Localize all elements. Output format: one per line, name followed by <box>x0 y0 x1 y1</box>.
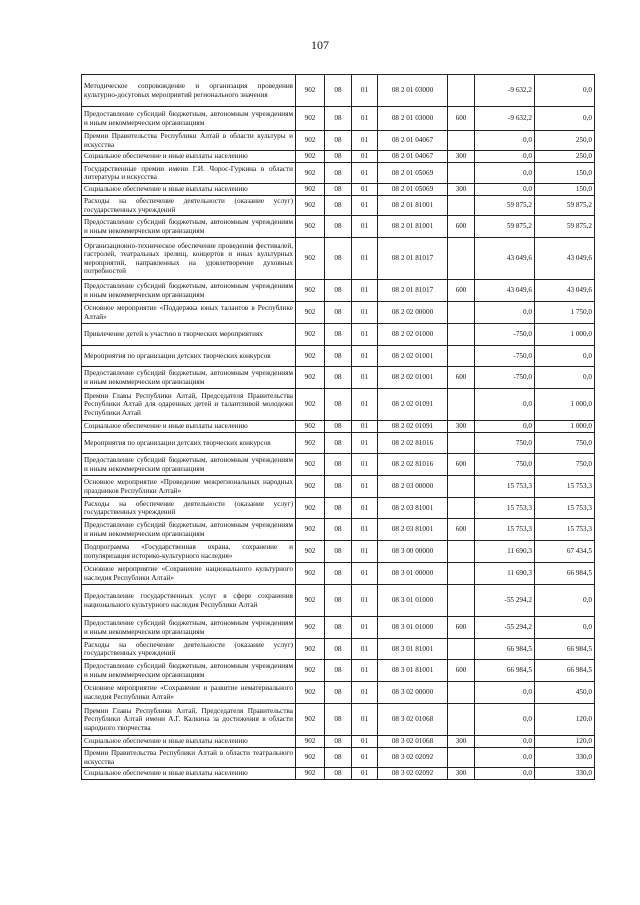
row-section: 08 <box>325 660 352 682</box>
row-grbs: 902 <box>296 433 325 454</box>
row-amount-1: 0,0 <box>475 704 535 736</box>
row-grbs: 902 <box>296 639 325 660</box>
row-subsection: 01 <box>352 563 378 585</box>
row-name: Расходы на обеспечение деятельности (оказание услуг) государственных учреждений <box>82 196 296 216</box>
row-amount-1: 0,0 <box>475 184 535 196</box>
row-section: 08 <box>325 216 352 238</box>
row-subsection: 01 <box>352 454 378 476</box>
row-grbs: 902 <box>296 346 325 367</box>
table-row <box>82 196 595 216</box>
row-expense-type <box>448 639 475 660</box>
row-amount-1: 0,0 <box>475 736 535 748</box>
table-row <box>82 585 595 617</box>
row-amount-2: 59 875,2 <box>535 216 595 238</box>
row-subsection: 01 <box>352 302 378 324</box>
row-name: Привлечение детей к участию в творческих мероприятиях <box>82 324 296 346</box>
row-name: Расходы на обеспечение деятельности (оказание услуг) государственных учреждений <box>82 498 296 519</box>
row-target-article: 08 2 02 01091 <box>378 421 448 433</box>
row-target-article: 08 3 01 81001 <box>378 639 448 660</box>
row-amount-1: 750,0 <box>475 433 535 454</box>
row-subsection: 01 <box>352 748 378 768</box>
row-expense-type <box>448 163 475 184</box>
row-target-article: 08 3 01 81001 <box>378 660 448 682</box>
budget-table <box>81 74 595 780</box>
row-amount-2: 15 753,3 <box>535 476 595 498</box>
row-expense-type: 600 <box>448 367 475 389</box>
row-expense-type <box>448 389 475 421</box>
row-target-article: 08 2 01 81001 <box>378 196 448 216</box>
row-expense-type: 600 <box>448 280 475 302</box>
row-name: Премии Главы Республики Алтай, Председателя Правительства Республики Алтай для одаренных детей и талантливой молодежи Республики Алтай <box>82 389 296 421</box>
row-grbs: 902 <box>296 682 325 704</box>
row-name: Предоставление субсидий бюджетным, автономным учреждениям и иным некоммерческим организациям <box>82 367 296 389</box>
row-target-article: 08 2 02 01091 <box>378 389 448 421</box>
row-amount-1: 15 753,3 <box>475 498 535 519</box>
row-amount-1: 0,0 <box>475 682 535 704</box>
row-grbs: 902 <box>296 748 325 768</box>
row-grbs: 902 <box>296 660 325 682</box>
row-section: 08 <box>325 682 352 704</box>
row-amount-1: -9 632,2 <box>475 75 535 107</box>
row-subsection: 01 <box>352 421 378 433</box>
row-expense-type: 600 <box>448 216 475 238</box>
row-name: Предоставление субсидий бюджетным, автономным учреждениям и иным некоммерческим организациям <box>82 617 296 639</box>
row-section: 08 <box>325 367 352 389</box>
row-target-article: 08 2 01 81001 <box>378 216 448 238</box>
row-target-article: 08 2 03 00000 <box>378 476 448 498</box>
row-section: 08 <box>325 107 352 131</box>
row-amount-1: 0,0 <box>475 163 535 184</box>
row-subsection: 01 <box>352 541 378 563</box>
row-grbs: 902 <box>296 184 325 196</box>
row-amount-2: 0,0 <box>535 585 595 617</box>
table-row <box>82 748 595 768</box>
table-row <box>82 639 595 660</box>
row-name: Социальное обеспечение и иные выплаты населению <box>82 184 296 196</box>
row-amount-2: 43 049,6 <box>535 280 595 302</box>
row-amount-1: 11 690,3 <box>475 541 535 563</box>
row-subsection: 01 <box>352 768 378 780</box>
row-subsection: 01 <box>352 433 378 454</box>
table-row <box>82 389 595 421</box>
row-amount-1: 0,0 <box>475 302 535 324</box>
row-amount-2: 59 875,2 <box>535 196 595 216</box>
row-name: Премии Правительства Республики Алтай в области культуры и искусства <box>82 131 296 151</box>
row-name: Премии Главы Республики Алтай, Председателя Правительства Республики Алтай имени А.Г. Калкина за достижения в области народного творчества <box>82 704 296 736</box>
row-amount-2: 43 049,6 <box>535 238 595 280</box>
page-number: 107 <box>311 38 329 52</box>
row-expense-type <box>448 196 475 216</box>
row-amount-2: 1 750,0 <box>535 302 595 324</box>
row-grbs: 902 <box>296 216 325 238</box>
row-target-article: 08 2 01 04067 <box>378 151 448 163</box>
table-row <box>82 151 595 163</box>
row-amount-2: 0,0 <box>535 75 595 107</box>
row-section: 08 <box>325 389 352 421</box>
table-row <box>82 75 595 107</box>
row-expense-type: 600 <box>448 617 475 639</box>
row-target-article: 08 2 01 05069 <box>378 163 448 184</box>
table-row <box>82 519 595 541</box>
row-subsection: 01 <box>352 184 378 196</box>
row-target-article: 08 3 00 00000 <box>378 541 448 563</box>
row-grbs: 902 <box>296 302 325 324</box>
row-grbs: 902 <box>296 768 325 780</box>
row-amount-1: 59 875,2 <box>475 216 535 238</box>
row-target-article: 08 3 02 01068 <box>378 736 448 748</box>
row-target-article: 08 2 03 81001 <box>378 498 448 519</box>
row-name: Предоставление государственных услуг в сфере сохранения национального культурного наследия Республики Алтай <box>82 585 296 617</box>
row-subsection: 01 <box>352 704 378 736</box>
row-subsection: 01 <box>352 367 378 389</box>
table-row <box>82 736 595 748</box>
row-amount-1: 0,0 <box>475 748 535 768</box>
row-amount-1: -9 632,2 <box>475 107 535 131</box>
row-grbs: 902 <box>296 75 325 107</box>
row-expense-type <box>448 704 475 736</box>
row-name: Мероприятия по организации детских творческих конкурсов <box>82 346 296 367</box>
row-amount-1: 750,0 <box>475 454 535 476</box>
row-target-article: 08 3 01 00000 <box>378 563 448 585</box>
row-amount-1: 0,0 <box>475 768 535 780</box>
row-name: Мероприятия по организации детских творческих конкурсов <box>82 433 296 454</box>
row-expense-type: 300 <box>448 421 475 433</box>
row-grbs: 902 <box>296 324 325 346</box>
row-name: Социальное обеспечение и иные выплаты населению <box>82 421 296 433</box>
row-subsection: 01 <box>352 476 378 498</box>
row-section: 08 <box>325 184 352 196</box>
row-expense-type <box>448 682 475 704</box>
row-target-article: 08 3 02 02092 <box>378 768 448 780</box>
row-section: 08 <box>325 151 352 163</box>
row-amount-2: 66 984,5 <box>535 660 595 682</box>
row-subsection: 01 <box>352 617 378 639</box>
row-amount-2: 0,0 <box>535 346 595 367</box>
row-amount-2: 15 753,3 <box>535 498 595 519</box>
table-row <box>82 498 595 519</box>
row-grbs: 902 <box>296 238 325 280</box>
row-target-article: 08 2 02 81016 <box>378 433 448 454</box>
row-section: 08 <box>325 454 352 476</box>
row-section: 08 <box>325 324 352 346</box>
row-subsection: 01 <box>352 75 378 107</box>
row-amount-1: 66 984,5 <box>475 660 535 682</box>
table-row <box>82 454 595 476</box>
row-section: 08 <box>325 748 352 768</box>
row-target-article: 08 2 02 00000 <box>378 302 448 324</box>
row-grbs: 902 <box>296 563 325 585</box>
row-section: 08 <box>325 421 352 433</box>
row-target-article: 08 3 01 01000 <box>378 617 448 639</box>
row-grbs: 902 <box>296 421 325 433</box>
row-expense-type <box>448 585 475 617</box>
row-expense-type: 600 <box>448 519 475 541</box>
row-subsection: 01 <box>352 238 378 280</box>
row-target-article: 08 3 02 02092 <box>378 748 448 768</box>
row-name: Премии Правительства Республики Алтай в области театрального искусства <box>82 748 296 768</box>
row-target-article: 08 3 02 00000 <box>378 682 448 704</box>
row-subsection: 01 <box>352 280 378 302</box>
row-subsection: 01 <box>352 639 378 660</box>
row-amount-1: -750,0 <box>475 346 535 367</box>
row-name: Предоставление субсидий бюджетным, автономным учреждениям и иным некоммерческим организациям <box>82 519 296 541</box>
row-target-article: 08 2 01 81017 <box>378 280 448 302</box>
table-row <box>82 163 595 184</box>
table-row <box>82 131 595 151</box>
row-name: Расходы на обеспечение деятельности (оказание услуг) государственных учреждений <box>82 639 296 660</box>
row-target-article: 08 3 01 01000 <box>378 585 448 617</box>
row-subsection: 01 <box>352 498 378 519</box>
row-amount-2: 66 984,5 <box>535 563 595 585</box>
row-grbs: 902 <box>296 704 325 736</box>
row-target-article: 08 2 01 03000 <box>378 107 448 131</box>
row-target-article: 08 2 01 03000 <box>378 75 448 107</box>
row-subsection: 01 <box>352 196 378 216</box>
row-section: 08 <box>325 585 352 617</box>
row-subsection: 01 <box>352 131 378 151</box>
table-row <box>82 367 595 389</box>
row-target-article: 08 2 01 81017 <box>378 238 448 280</box>
table-row <box>82 704 595 736</box>
row-expense-type <box>448 748 475 768</box>
table-row <box>82 238 595 280</box>
row-amount-1: 11 690,3 <box>475 563 535 585</box>
row-amount-2: 0,0 <box>535 617 595 639</box>
row-expense-type <box>448 324 475 346</box>
row-grbs: 902 <box>296 107 325 131</box>
row-expense-type <box>448 476 475 498</box>
row-amount-1: 0,0 <box>475 421 535 433</box>
row-amount-2: 450,0 <box>535 682 595 704</box>
row-grbs: 902 <box>296 389 325 421</box>
row-name: Предоставление субсидий бюджетным, автономным учреждениям и иным некоммерческим организациям <box>82 280 296 302</box>
row-amount-1: 0,0 <box>475 151 535 163</box>
row-expense-type <box>448 131 475 151</box>
row-grbs: 902 <box>296 476 325 498</box>
row-grbs: 902 <box>296 498 325 519</box>
row-section: 08 <box>325 302 352 324</box>
table-row <box>82 280 595 302</box>
row-subsection: 01 <box>352 660 378 682</box>
row-section: 08 <box>325 541 352 563</box>
row-subsection: 01 <box>352 107 378 131</box>
row-name: Основное мероприятие «Проведение межрегиональных народных праздников Республики Алтай» <box>82 476 296 498</box>
row-expense-type <box>448 541 475 563</box>
row-expense-type <box>448 75 475 107</box>
row-target-article: 08 2 02 01001 <box>378 346 448 367</box>
row-amount-1: -55 294,2 <box>475 617 535 639</box>
table-row <box>82 324 595 346</box>
row-name: Государственные премии имени Г.И. Чорос-Гуркина в области литературы и искусства <box>82 163 296 184</box>
row-expense-type: 300 <box>448 184 475 196</box>
row-grbs: 902 <box>296 151 325 163</box>
row-section: 08 <box>325 476 352 498</box>
row-subsection: 01 <box>352 585 378 617</box>
row-grbs: 902 <box>296 367 325 389</box>
row-subsection: 01 <box>352 389 378 421</box>
row-amount-1: -750,0 <box>475 367 535 389</box>
row-target-article: 08 2 01 05069 <box>378 184 448 196</box>
row-name: Основное мероприятие «Сохранение национального культурного наследия Республики Алтай» <box>82 563 296 585</box>
row-expense-type <box>448 238 475 280</box>
row-amount-1: 15 753,3 <box>475 519 535 541</box>
table-row <box>82 107 595 131</box>
row-amount-2: 330,0 <box>535 748 595 768</box>
row-amount-2: 150,0 <box>535 184 595 196</box>
row-section: 08 <box>325 736 352 748</box>
row-amount-1: -750,0 <box>475 324 535 346</box>
table-row <box>82 682 595 704</box>
row-amount-1: 43 049,6 <box>475 238 535 280</box>
row-section: 08 <box>325 238 352 280</box>
row-grbs: 902 <box>296 131 325 151</box>
row-name: Социальное обеспечение и иные выплаты населению <box>82 151 296 163</box>
row-expense-type: 600 <box>448 660 475 682</box>
row-amount-2: 0,0 <box>535 107 595 131</box>
row-amount-1: 0,0 <box>475 131 535 151</box>
row-section: 08 <box>325 498 352 519</box>
row-grbs: 902 <box>296 541 325 563</box>
table-row <box>82 541 595 563</box>
row-name: Методическое сопровождение и организация проведения культурно-досуговых мероприятий регионального значения <box>82 75 296 107</box>
row-amount-2: 150,0 <box>535 163 595 184</box>
row-subsection: 01 <box>352 216 378 238</box>
row-grbs: 902 <box>296 617 325 639</box>
row-expense-type: 300 <box>448 768 475 780</box>
row-section: 08 <box>325 704 352 736</box>
row-section: 08 <box>325 563 352 585</box>
row-amount-1: 59 875,2 <box>475 196 535 216</box>
row-amount-2: 330,0 <box>535 768 595 780</box>
table-row <box>82 421 595 433</box>
row-section: 08 <box>325 433 352 454</box>
row-grbs: 902 <box>296 736 325 748</box>
table-row <box>82 302 595 324</box>
row-amount-2: 1 000,0 <box>535 421 595 433</box>
row-subsection: 01 <box>352 163 378 184</box>
row-amount-2: 250,0 <box>535 131 595 151</box>
row-expense-type <box>448 563 475 585</box>
row-target-article: 08 2 02 01000 <box>378 324 448 346</box>
row-grbs: 902 <box>296 585 325 617</box>
row-amount-2: 1 000,0 <box>535 389 595 421</box>
row-grbs: 902 <box>296 163 325 184</box>
row-section: 08 <box>325 280 352 302</box>
row-amount-2: 0,0 <box>535 367 595 389</box>
row-amount-1: 0,0 <box>475 389 535 421</box>
table-row <box>82 563 595 585</box>
row-name: Основное мероприятие «Сохранение и развитие нематериального наследия Республики Алтай» <box>82 682 296 704</box>
row-name: Предоставление субсидий бюджетным, автономным учреждениям и иным некоммерческим организациям <box>82 454 296 476</box>
row-amount-2: 66 984,5 <box>535 639 595 660</box>
row-amount-2: 750,0 <box>535 433 595 454</box>
row-section: 08 <box>325 519 352 541</box>
row-amount-1: -55 294,2 <box>475 585 535 617</box>
row-section: 08 <box>325 75 352 107</box>
row-expense-type: 600 <box>448 107 475 131</box>
row-expense-type <box>448 346 475 367</box>
row-name: Предоставление субсидий бюджетным, автономным учреждениям и иным некоммерческим организациям <box>82 660 296 682</box>
table-row <box>82 660 595 682</box>
row-grbs: 902 <box>296 196 325 216</box>
row-section: 08 <box>325 196 352 216</box>
table-row <box>82 476 595 498</box>
table-row <box>82 617 595 639</box>
row-section: 08 <box>325 163 352 184</box>
table-row <box>82 346 595 367</box>
row-expense-type: 300 <box>448 151 475 163</box>
row-name: Подпрограмма «Государственная охрана, сохранение и популяризация историко-культурного наследия» <box>82 541 296 563</box>
row-section: 08 <box>325 131 352 151</box>
row-name: Социальное обеспечение и иные выплаты населению <box>82 736 296 748</box>
row-amount-2: 120,0 <box>535 736 595 748</box>
row-amount-2: 120,0 <box>535 704 595 736</box>
row-expense-type: 300 <box>448 736 475 748</box>
row-section: 08 <box>325 346 352 367</box>
row-amount-2: 67 434,5 <box>535 541 595 563</box>
row-amount-1: 15 753,3 <box>475 476 535 498</box>
row-name: Основное мероприятие «Поддержка юных талантов в Республике Алтай» <box>82 302 296 324</box>
row-section: 08 <box>325 768 352 780</box>
row-grbs: 902 <box>296 519 325 541</box>
row-expense-type <box>448 498 475 519</box>
row-name: Предоставление субсидий бюджетным, автономным учреждениям и иным некоммерческим организациям <box>82 216 296 238</box>
row-grbs: 902 <box>296 280 325 302</box>
table-row <box>82 184 595 196</box>
row-amount-2: 1 000,0 <box>535 324 595 346</box>
row-subsection: 01 <box>352 519 378 541</box>
row-target-article: 08 2 02 81016 <box>378 454 448 476</box>
row-name: Социальное обеспечение и иные выплаты населению <box>82 768 296 780</box>
row-subsection: 01 <box>352 324 378 346</box>
table-row <box>82 768 595 780</box>
row-subsection: 01 <box>352 736 378 748</box>
row-name: Организационно-техническое обеспечение проведения фестивалей, гастролей, театральных зрелищ, концертов и иных культурных мероприятий, направленных на удовлетворение духовных потребностей <box>82 238 296 280</box>
row-expense-type <box>448 433 475 454</box>
row-amount-1: 66 984,5 <box>475 639 535 660</box>
table-row <box>82 216 595 238</box>
table-row <box>82 433 595 454</box>
row-section: 08 <box>325 639 352 660</box>
row-subsection: 01 <box>352 346 378 367</box>
row-target-article: 08 2 01 04067 <box>378 131 448 151</box>
row-expense-type <box>448 302 475 324</box>
row-subsection: 01 <box>352 151 378 163</box>
row-name: Предоставление субсидий бюджетным, автономным учреждениям и иным некоммерческим организациям <box>82 107 296 131</box>
row-target-article: 08 3 02 01068 <box>378 704 448 736</box>
row-amount-2: 15 753,3 <box>535 519 595 541</box>
row-target-article: 08 2 03 81001 <box>378 519 448 541</box>
row-amount-2: 250,0 <box>535 151 595 163</box>
row-amount-2: 750,0 <box>535 454 595 476</box>
row-section: 08 <box>325 617 352 639</box>
row-expense-type: 600 <box>448 454 475 476</box>
row-amount-1: 43 049,6 <box>475 280 535 302</box>
row-subsection: 01 <box>352 682 378 704</box>
row-grbs: 902 <box>296 454 325 476</box>
row-target-article: 08 2 02 01001 <box>378 367 448 389</box>
